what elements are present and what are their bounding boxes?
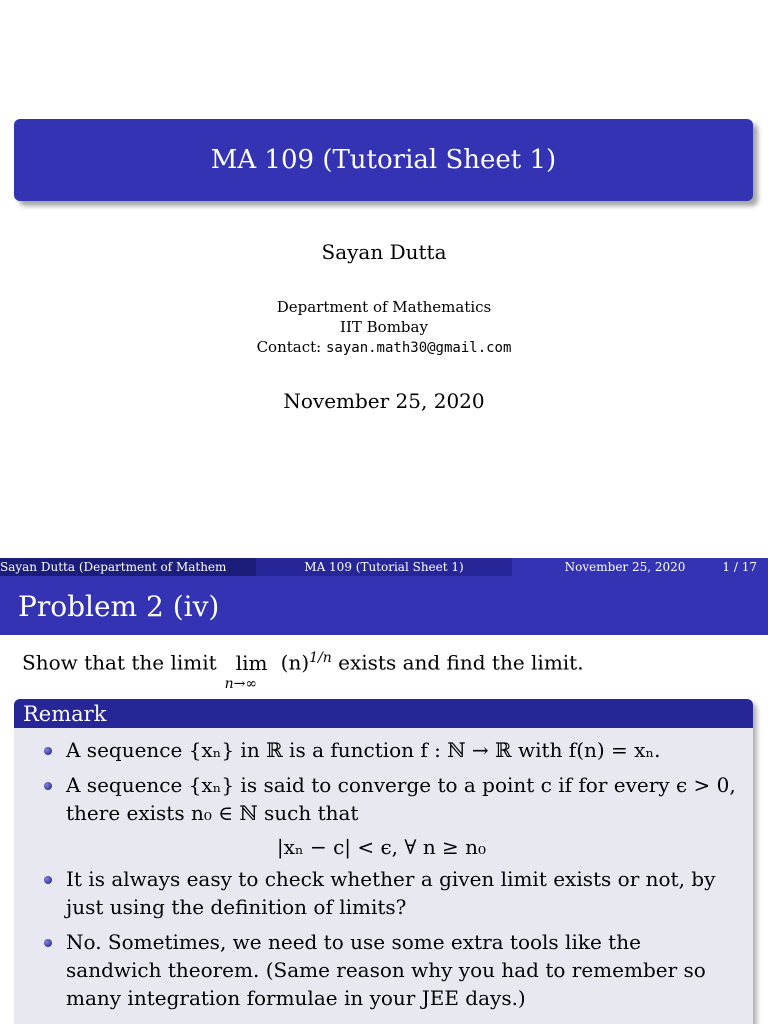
- list-item: [22, 928, 741, 1012]
- department: Department of Mathematics: [276, 298, 492, 316]
- list-item-text: No. Sometimes, we need to use some extra tools like the sandwich theorem. (Same reason why you had to remember so many integration formulae in your JEE days.): [66, 930, 706, 1010]
- list-item: [22, 736, 741, 764]
- footline-title: MA 109 (Tutorial Sheet 1): [256, 558, 512, 576]
- author-name: Sayan Dutta: [321, 240, 447, 264]
- contact-label: Contact:: [256, 338, 322, 356]
- limit-subscript: n→∞: [224, 675, 258, 692]
- limit-operator: [224, 650, 277, 692]
- presentation-title: MA 109 (Tutorial Sheet 1): [14, 119, 753, 201]
- remark-block-body: [14, 728, 753, 1012]
- limit-exponent: 1/n: [309, 650, 332, 666]
- list-item-text: A sequence {xₙ} in ℝ is a function f : ℕ → ℝ with f(n) = xₙ.: [66, 738, 661, 762]
- remark-block-title: Remark: [14, 699, 753, 728]
- list-item: [22, 865, 741, 921]
- list-item-text: A sequence {xₙ} is said to converge to a point c if for every ϵ > 0, there exists n₀ ∈ ℕ such that: [66, 773, 736, 825]
- bullet-icon: [44, 782, 52, 790]
- presentation-date: November 25, 2020: [283, 389, 485, 413]
- statement-after: exists and find the limit.: [338, 650, 584, 675]
- contact-email: sayan.math30@gmail.com: [325, 340, 512, 356]
- remark-block: [14, 699, 753, 1024]
- bullet-icon: [44, 939, 52, 947]
- list-item: [22, 771, 741, 827]
- footline-date: November 25, 2020: [564, 560, 686, 574]
- statement-before: Show that the limit: [22, 650, 217, 675]
- problem-slide: [0, 576, 768, 1024]
- institute: IIT Bombay: [340, 318, 428, 336]
- bullet-icon: [44, 876, 52, 884]
- limit-expression: (n): [280, 650, 310, 675]
- list-item-text: It is always easy to check whether a given limit exists or not, by just using the definition of limits?: [66, 867, 716, 919]
- footline-author: Sayan Dutta (Department of Mathem: [0, 558, 256, 576]
- frame-title: Problem 2 (iv): [0, 576, 768, 635]
- limit-lim: lim: [235, 650, 268, 675]
- bullet-icon: [44, 747, 52, 755]
- footline-page-number: 1 / 17: [722, 560, 757, 574]
- institution-block: [0, 297, 768, 358]
- footline-right: [512, 558, 768, 576]
- contact-line: [0, 337, 768, 358]
- display-equation: |xₙ − c| < ϵ, ∀ n ≥ n₀: [276, 835, 487, 859]
- problem-statement: [22, 650, 584, 692]
- footline: [0, 558, 768, 576]
